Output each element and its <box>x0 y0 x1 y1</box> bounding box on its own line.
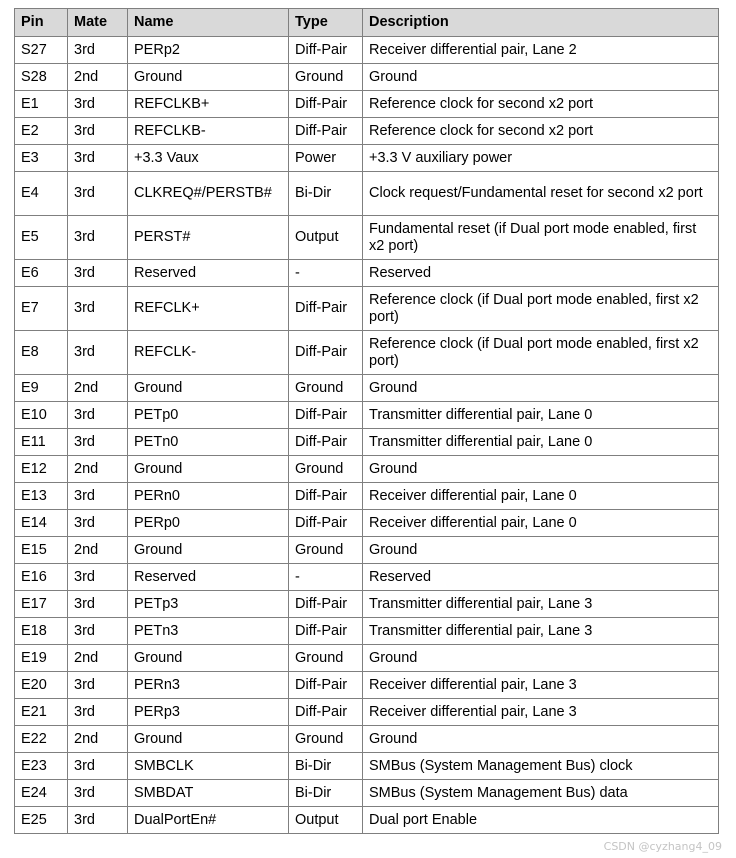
table-row <box>15 537 719 564</box>
cell-pin: E13 <box>15 483 68 510</box>
cell-mate: 2nd <box>68 537 128 564</box>
table-row <box>15 260 719 287</box>
cell-name: Ground <box>128 537 289 564</box>
cell-mate: 3rd <box>68 331 128 375</box>
cell-pin: E4 <box>15 172 68 216</box>
table-row <box>15 118 719 145</box>
cell-type: Ground <box>289 64 363 91</box>
cell-mate: 3rd <box>68 37 128 64</box>
table-row <box>15 618 719 645</box>
cell-name: PERp3 <box>128 699 289 726</box>
cell-type: Diff-Pair <box>289 287 363 331</box>
cell-pin: E19 <box>15 645 68 672</box>
cell-description: Receiver differential pair, Lane 2 <box>363 37 719 64</box>
cell-mate: 3rd <box>68 429 128 456</box>
cell-pin: E11 <box>15 429 68 456</box>
cell-mate: 3rd <box>68 145 128 172</box>
cell-mate: 2nd <box>68 726 128 753</box>
cell-mate: 2nd <box>68 64 128 91</box>
cell-name: REFCLKB- <box>128 118 289 145</box>
cell-description: Reference clock for second x2 port <box>363 91 719 118</box>
table-row <box>15 37 719 64</box>
cell-pin: E22 <box>15 726 68 753</box>
cell-name: SMBCLK <box>128 753 289 780</box>
cell-name: Ground <box>128 456 289 483</box>
cell-description: Transmitter differential pair, Lane 0 <box>363 402 719 429</box>
cell-description: Reference clock (if Dual port mode enabled, first x2 port) <box>363 287 719 331</box>
cell-pin: E3 <box>15 145 68 172</box>
cell-mate: 2nd <box>68 375 128 402</box>
cell-mate: 3rd <box>68 672 128 699</box>
cell-mate: 3rd <box>68 510 128 537</box>
table-row <box>15 807 719 834</box>
cell-name: +3.3 Vaux <box>128 145 289 172</box>
cell-type: - <box>289 564 363 591</box>
cell-pin: E16 <box>15 564 68 591</box>
cell-type: Output <box>289 216 363 260</box>
cell-description: Reference clock for second x2 port <box>363 118 719 145</box>
cell-pin: E21 <box>15 699 68 726</box>
cell-pin: E7 <box>15 287 68 331</box>
cell-pin: E15 <box>15 537 68 564</box>
cell-type: Diff-Pair <box>289 591 363 618</box>
cell-name: REFCLK- <box>128 331 289 375</box>
cell-description: SMBus (System Management Bus) clock <box>363 753 719 780</box>
header-type: Type <box>289 9 363 37</box>
cell-name: PERST# <box>128 216 289 260</box>
cell-type: Diff-Pair <box>289 429 363 456</box>
cell-type: Diff-Pair <box>289 699 363 726</box>
cell-type: Diff-Pair <box>289 618 363 645</box>
cell-mate: 2nd <box>68 645 128 672</box>
cell-name: PERn0 <box>128 483 289 510</box>
cell-description: Transmitter differential pair, Lane 3 <box>363 618 719 645</box>
cell-mate: 3rd <box>68 564 128 591</box>
cell-name: PETp3 <box>128 591 289 618</box>
cell-type: Diff-Pair <box>289 483 363 510</box>
cell-description: +3.3 V auxiliary power <box>363 145 719 172</box>
table-body <box>15 37 719 834</box>
cell-mate: 2nd <box>68 456 128 483</box>
cell-mate: 3rd <box>68 699 128 726</box>
cell-pin: E10 <box>15 402 68 429</box>
cell-description: Dual port Enable <box>363 807 719 834</box>
cell-name: PERn3 <box>128 672 289 699</box>
cell-description: Ground <box>363 456 719 483</box>
cell-type: Diff-Pair <box>289 118 363 145</box>
cell-pin: E12 <box>15 456 68 483</box>
table-row <box>15 645 719 672</box>
cell-pin: E20 <box>15 672 68 699</box>
cell-description: Ground <box>363 64 719 91</box>
cell-description: Transmitter differential pair, Lane 3 <box>363 591 719 618</box>
cell-name: Ground <box>128 375 289 402</box>
cell-mate: 3rd <box>68 91 128 118</box>
cell-type: Ground <box>289 456 363 483</box>
table-row <box>15 145 719 172</box>
cell-type: Diff-Pair <box>289 331 363 375</box>
cell-mate: 3rd <box>68 807 128 834</box>
table-row <box>15 483 719 510</box>
header-description: Description <box>363 9 719 37</box>
cell-description: Reference clock (if Dual port mode enabled, first x2 port) <box>363 331 719 375</box>
cell-pin: E9 <box>15 375 68 402</box>
watermark: CSDN @cyzhang4_09 <box>603 840 722 853</box>
cell-name: Reserved <box>128 260 289 287</box>
cell-description: Ground <box>363 537 719 564</box>
cell-description: Receiver differential pair, Lane 0 <box>363 510 719 537</box>
table-row <box>15 216 719 260</box>
table-row <box>15 456 719 483</box>
cell-mate: 3rd <box>68 172 128 216</box>
cell-description: Fundamental reset (if Dual port mode enabled, first x2 port) <box>363 216 719 260</box>
cell-name: PETn0 <box>128 429 289 456</box>
cell-name: PETn3 <box>128 618 289 645</box>
cell-pin: E2 <box>15 118 68 145</box>
cell-mate: 3rd <box>68 753 128 780</box>
cell-description: Ground <box>363 726 719 753</box>
header-name: Name <box>128 9 289 37</box>
table-row <box>15 726 719 753</box>
cell-name: PERp0 <box>128 510 289 537</box>
cell-name: SMBDAT <box>128 780 289 807</box>
table-row <box>15 564 719 591</box>
cell-type: Diff-Pair <box>289 91 363 118</box>
cell-pin: E25 <box>15 807 68 834</box>
cell-mate: 3rd <box>68 287 128 331</box>
cell-mate: 3rd <box>68 618 128 645</box>
cell-type: Diff-Pair <box>289 672 363 699</box>
table-row <box>15 172 719 216</box>
table-row <box>15 287 719 331</box>
table-row <box>15 402 719 429</box>
table-row <box>15 331 719 375</box>
cell-description: Receiver differential pair, Lane 3 <box>363 699 719 726</box>
cell-pin: E6 <box>15 260 68 287</box>
cell-description: Reserved <box>363 564 719 591</box>
table-row <box>15 780 719 807</box>
table-row <box>15 375 719 402</box>
cell-mate: 3rd <box>68 780 128 807</box>
cell-name: REFCLK+ <box>128 287 289 331</box>
header-mate: Mate <box>68 9 128 37</box>
cell-type: Bi-Dir <box>289 172 363 216</box>
cell-mate: 3rd <box>68 216 128 260</box>
cell-type: Output <box>289 807 363 834</box>
cell-description: Receiver differential pair, Lane 3 <box>363 672 719 699</box>
cell-mate: 3rd <box>68 260 128 287</box>
cell-name: Ground <box>128 645 289 672</box>
cell-mate: 3rd <box>68 402 128 429</box>
pin-table <box>14 8 719 834</box>
cell-type: Ground <box>289 645 363 672</box>
cell-description: Reserved <box>363 260 719 287</box>
cell-type: Ground <box>289 375 363 402</box>
table-row <box>15 753 719 780</box>
cell-type: Diff-Pair <box>289 402 363 429</box>
table-row <box>15 429 719 456</box>
table-row <box>15 699 719 726</box>
cell-description: Ground <box>363 645 719 672</box>
table-row <box>15 64 719 91</box>
cell-pin: E1 <box>15 91 68 118</box>
cell-pin: E18 <box>15 618 68 645</box>
table-row <box>15 591 719 618</box>
table-row <box>15 91 719 118</box>
cell-type: Ground <box>289 726 363 753</box>
cell-name: CLKREQ#/PERSTB# <box>128 172 289 216</box>
cell-mate: 3rd <box>68 483 128 510</box>
cell-type: Diff-Pair <box>289 510 363 537</box>
cell-type: Bi-Dir <box>289 780 363 807</box>
cell-name: PETp0 <box>128 402 289 429</box>
cell-description: Ground <box>363 375 719 402</box>
cell-description: SMBus (System Management Bus) data <box>363 780 719 807</box>
table-header-row <box>15 9 719 37</box>
table-row <box>15 510 719 537</box>
cell-pin: E5 <box>15 216 68 260</box>
cell-name: REFCLKB+ <box>128 91 289 118</box>
cell-mate: 3rd <box>68 118 128 145</box>
cell-name: PERp2 <box>128 37 289 64</box>
cell-pin: E8 <box>15 331 68 375</box>
cell-name: Reserved <box>128 564 289 591</box>
cell-pin: E23 <box>15 753 68 780</box>
cell-type: - <box>289 260 363 287</box>
table-row <box>15 672 719 699</box>
cell-type: Power <box>289 145 363 172</box>
cell-description: Clock request/Fundamental reset for second x2 port <box>363 172 719 216</box>
cell-type: Bi-Dir <box>289 753 363 780</box>
cell-pin: S27 <box>15 37 68 64</box>
cell-pin: E14 <box>15 510 68 537</box>
cell-name: Ground <box>128 64 289 91</box>
cell-type: Diff-Pair <box>289 37 363 64</box>
cell-name: DualPortEn# <box>128 807 289 834</box>
cell-type: Ground <box>289 537 363 564</box>
cell-mate: 3rd <box>68 591 128 618</box>
cell-pin: E24 <box>15 780 68 807</box>
cell-description: Receiver differential pair, Lane 0 <box>363 483 719 510</box>
cell-pin: S28 <box>15 64 68 91</box>
cell-name: Ground <box>128 726 289 753</box>
header-pin: Pin <box>15 9 68 37</box>
cell-description: Transmitter differential pair, Lane 0 <box>363 429 719 456</box>
cell-pin: E17 <box>15 591 68 618</box>
